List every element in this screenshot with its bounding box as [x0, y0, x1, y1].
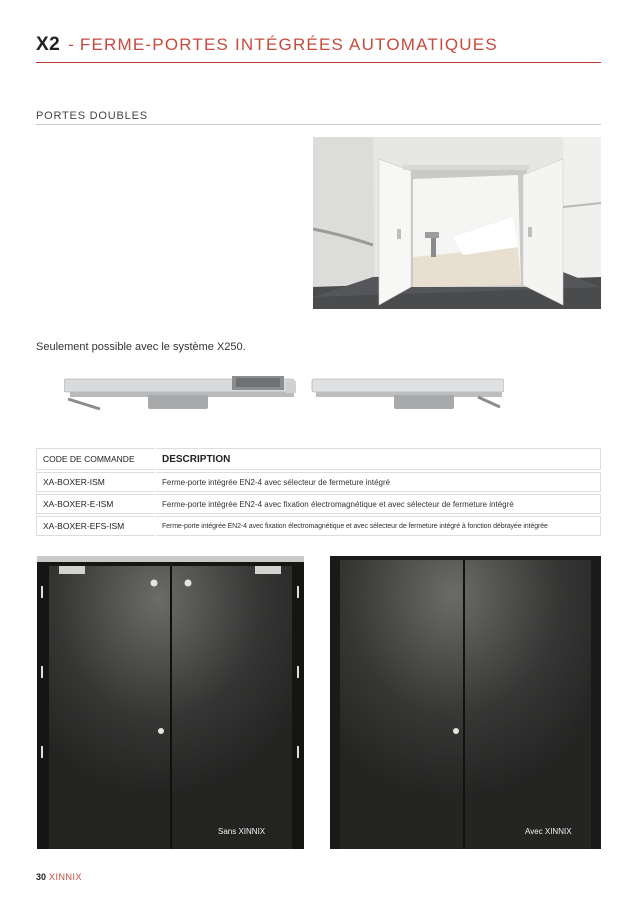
door-photo-with-xinnix	[330, 556, 601, 849]
order-code-table	[36, 446, 601, 538]
order-code: XA-BOXER-E-ISM	[36, 494, 156, 514]
page-footer	[36, 872, 82, 882]
header-title: FERME-PORTES INTÉGRÉES AUTOMATIQUES	[79, 35, 498, 54]
door-closer-mechanism-image	[64, 373, 504, 418]
caption-avec-xinnix: Avec XINNIX	[525, 827, 572, 836]
table-row	[36, 516, 601, 536]
table-header-row	[36, 448, 601, 470]
caption-sans-xinnix: Sans XINNIX	[218, 827, 266, 836]
page-header	[36, 34, 601, 63]
section-divider	[36, 124, 601, 125]
order-description: Ferme-porte intégrée EN2-4 avec fixation électromagnétique et avec sélecteur de fermeture intégré	[156, 494, 601, 514]
order-description: Ferme-porte intégrée EN2-4 avec sélecteur de fermeture intégré	[156, 472, 601, 492]
order-code: XA-BOXER-ISM	[36, 472, 156, 492]
table-row	[36, 472, 601, 492]
page-number: 30	[36, 872, 47, 882]
header-code: X2	[36, 34, 61, 55]
system-note: Seulement possible avec le système X250.	[36, 341, 246, 353]
section-title: PORTES DOUBLES	[36, 110, 148, 122]
footer-brand: XINNIX	[49, 872, 83, 882]
order-description: Ferme-porte intégrée EN2-4 avec fixation électromagnétique et avec sélecteur de fermeture intégré à fonction débrayée intégrée	[156, 516, 601, 536]
open-doors-photo	[313, 137, 601, 309]
header-separator: -	[68, 35, 74, 54]
door-photo-without-xinnix	[37, 556, 304, 849]
column-header-code: CODE DE COMMANDE	[36, 448, 156, 470]
column-header-description: DESCRIPTION	[156, 448, 601, 470]
order-code: XA-BOXER-EFS-ISM	[36, 516, 156, 536]
table-row	[36, 494, 601, 514]
